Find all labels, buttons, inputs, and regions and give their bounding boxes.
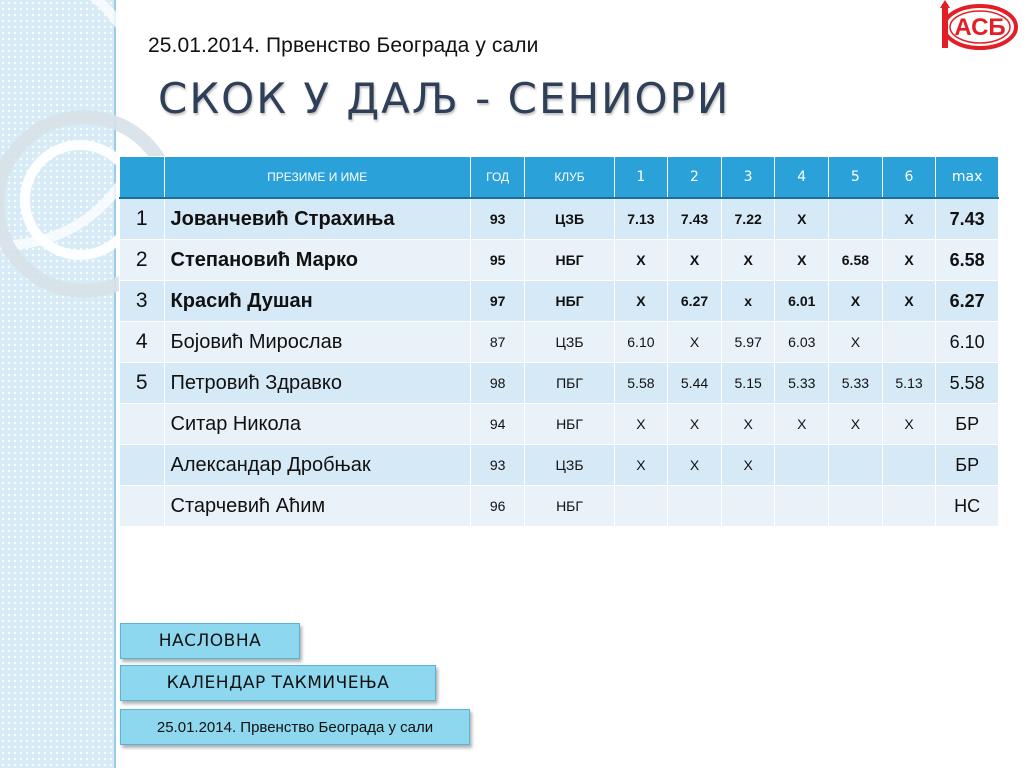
asb-logo	[928, 0, 1018, 52]
attempt-cell: X	[614, 445, 668, 486]
table-row	[120, 404, 999, 445]
attempt-cell: 5.15	[721, 363, 775, 404]
club-cell: ЦЗБ	[525, 322, 614, 363]
attempt-cell: 6.27	[668, 281, 722, 322]
table-header-row	[120, 157, 999, 199]
max-cell: 6.10	[936, 322, 999, 363]
athlete-name: Красић Душан	[164, 281, 470, 322]
place-cell	[120, 445, 165, 486]
athlete-name: Старчевић Аћим	[164, 486, 470, 527]
attempt-cell: X	[614, 404, 668, 445]
place-cell: 1	[120, 198, 165, 240]
attempt-cell: 7.22	[721, 198, 775, 240]
place-cell: 2	[120, 240, 165, 281]
attempt-cell: X	[668, 240, 722, 281]
attempt-cell: X	[775, 240, 829, 281]
attempt-cell: X	[882, 404, 936, 445]
club-cell: ЦЗБ	[525, 445, 614, 486]
attempt-cell: 5.97	[721, 322, 775, 363]
place-cell	[120, 404, 165, 445]
club-cell: ЦЗБ	[525, 198, 614, 240]
table-row	[120, 198, 999, 240]
birth-year: 93	[470, 445, 525, 486]
attempt-cell: X	[614, 240, 668, 281]
event-subtitle: 25.01.2014. Првенство Београда у сали	[148, 34, 539, 57]
max-cell: БР	[936, 404, 999, 445]
attempt-cell: X	[614, 281, 668, 322]
attempt-cell: X	[882, 198, 936, 240]
attempt-cell: 6.03	[775, 322, 829, 363]
club-cell: НБГ	[525, 404, 614, 445]
athlete-name: Јованчевић Страхиња	[164, 198, 470, 240]
home-button[interactable]: НАСЛОВНА	[120, 623, 300, 659]
attempt-cell: X	[775, 404, 829, 445]
attempt-cell: X	[829, 404, 883, 445]
max-cell: НС	[936, 486, 999, 527]
attempt-cell: X	[829, 322, 883, 363]
attempt-cell	[829, 486, 883, 527]
attempt-cell: X	[668, 404, 722, 445]
athlete-name: Бојовић Мирослав	[164, 322, 470, 363]
page-title: СКОК У ДАЉ - СЕНИОРИ	[158, 74, 731, 123]
attempt-cell: 5.44	[668, 363, 722, 404]
torch-icon	[942, 4, 948, 48]
club-cell: ПБГ	[525, 363, 614, 404]
column-header-place	[120, 157, 165, 199]
attempt-cell: 7.13	[614, 198, 668, 240]
birth-year: 98	[470, 363, 525, 404]
column-header-max: max	[936, 157, 999, 199]
birth-year: 93	[470, 198, 525, 240]
birth-year: 95	[470, 240, 525, 281]
attempt-cell	[829, 445, 883, 486]
footer-event-label: 25.01.2014. Првенство Београда у сали	[120, 709, 470, 745]
table-row	[120, 445, 999, 486]
athlete-name: Александар Дробњак	[164, 445, 470, 486]
attempt-cell	[668, 486, 722, 527]
attempt-cell: X	[882, 281, 936, 322]
column-header-attempt-5: 5	[829, 157, 883, 199]
column-header-attempt-2: 2	[668, 157, 722, 199]
attempt-cell: 5.33	[775, 363, 829, 404]
attempt-cell: 6.10	[614, 322, 668, 363]
column-header-name: ПРЕЗИМЕ И ИМЕ	[164, 157, 470, 199]
max-cell: 6.58	[936, 240, 999, 281]
attempt-cell: X	[721, 240, 775, 281]
attempt-cell: X	[829, 281, 883, 322]
club-cell: НБГ	[525, 281, 614, 322]
birth-year: 96	[470, 486, 525, 527]
column-header-year: ГОД	[470, 157, 525, 199]
decorative-sidebar	[0, 0, 116, 768]
column-header-attempt-3: 3	[721, 157, 775, 199]
place-cell	[120, 486, 165, 527]
attempt-cell: X	[721, 445, 775, 486]
column-header-attempt-1: 1	[614, 157, 668, 199]
attempt-cell	[721, 486, 775, 527]
birth-year: 87	[470, 322, 525, 363]
attempt-cell: X	[775, 198, 829, 240]
attempt-cell: X	[668, 445, 722, 486]
club-cell: НБГ	[525, 486, 614, 527]
column-header-attempt-4: 4	[775, 157, 829, 199]
athlete-name: Петровић Здравко	[164, 363, 470, 404]
place-cell: 5	[120, 363, 165, 404]
table-row	[120, 240, 999, 281]
attempt-cell: 7.43	[668, 198, 722, 240]
attempt-cell: x	[721, 281, 775, 322]
attempt-cell	[829, 198, 883, 240]
column-header-club: КЛУБ	[525, 157, 614, 199]
attempt-cell	[775, 486, 829, 527]
attempt-cell	[882, 322, 936, 363]
attempt-cell: 6.01	[775, 281, 829, 322]
attempt-cell: X	[668, 322, 722, 363]
table-row	[120, 322, 999, 363]
attempt-cell	[775, 445, 829, 486]
max-cell: БР	[936, 445, 999, 486]
birth-year: 94	[470, 404, 525, 445]
attempt-cell	[882, 445, 936, 486]
calendar-button[interactable]: КАЛЕНДАР ТАКМИЧЕЊА	[120, 665, 436, 701]
attempt-cell: X	[721, 404, 775, 445]
table-row	[120, 363, 999, 404]
place-cell: 4	[120, 322, 165, 363]
attempt-cell: X	[882, 240, 936, 281]
table-row	[120, 281, 999, 322]
max-cell: 6.27	[936, 281, 999, 322]
attempt-cell: 6.58	[829, 240, 883, 281]
place-cell: 3	[120, 281, 165, 322]
column-header-attempt-6: 6	[882, 157, 936, 199]
attempt-cell: 5.13	[882, 363, 936, 404]
athlete-name: Ситар Никола	[164, 404, 470, 445]
results-table	[119, 156, 999, 527]
attempt-cell	[614, 486, 668, 527]
logo-text: АСБ	[954, 14, 1006, 41]
attempt-cell: 5.33	[829, 363, 883, 404]
max-cell: 7.43	[936, 198, 999, 240]
table-row	[120, 486, 999, 527]
attempt-cell	[882, 486, 936, 527]
attempt-cell: 5.58	[614, 363, 668, 404]
birth-year: 97	[470, 281, 525, 322]
athlete-name: Степановић Марко	[164, 240, 470, 281]
club-cell: НБГ	[525, 240, 614, 281]
max-cell: 5.58	[936, 363, 999, 404]
